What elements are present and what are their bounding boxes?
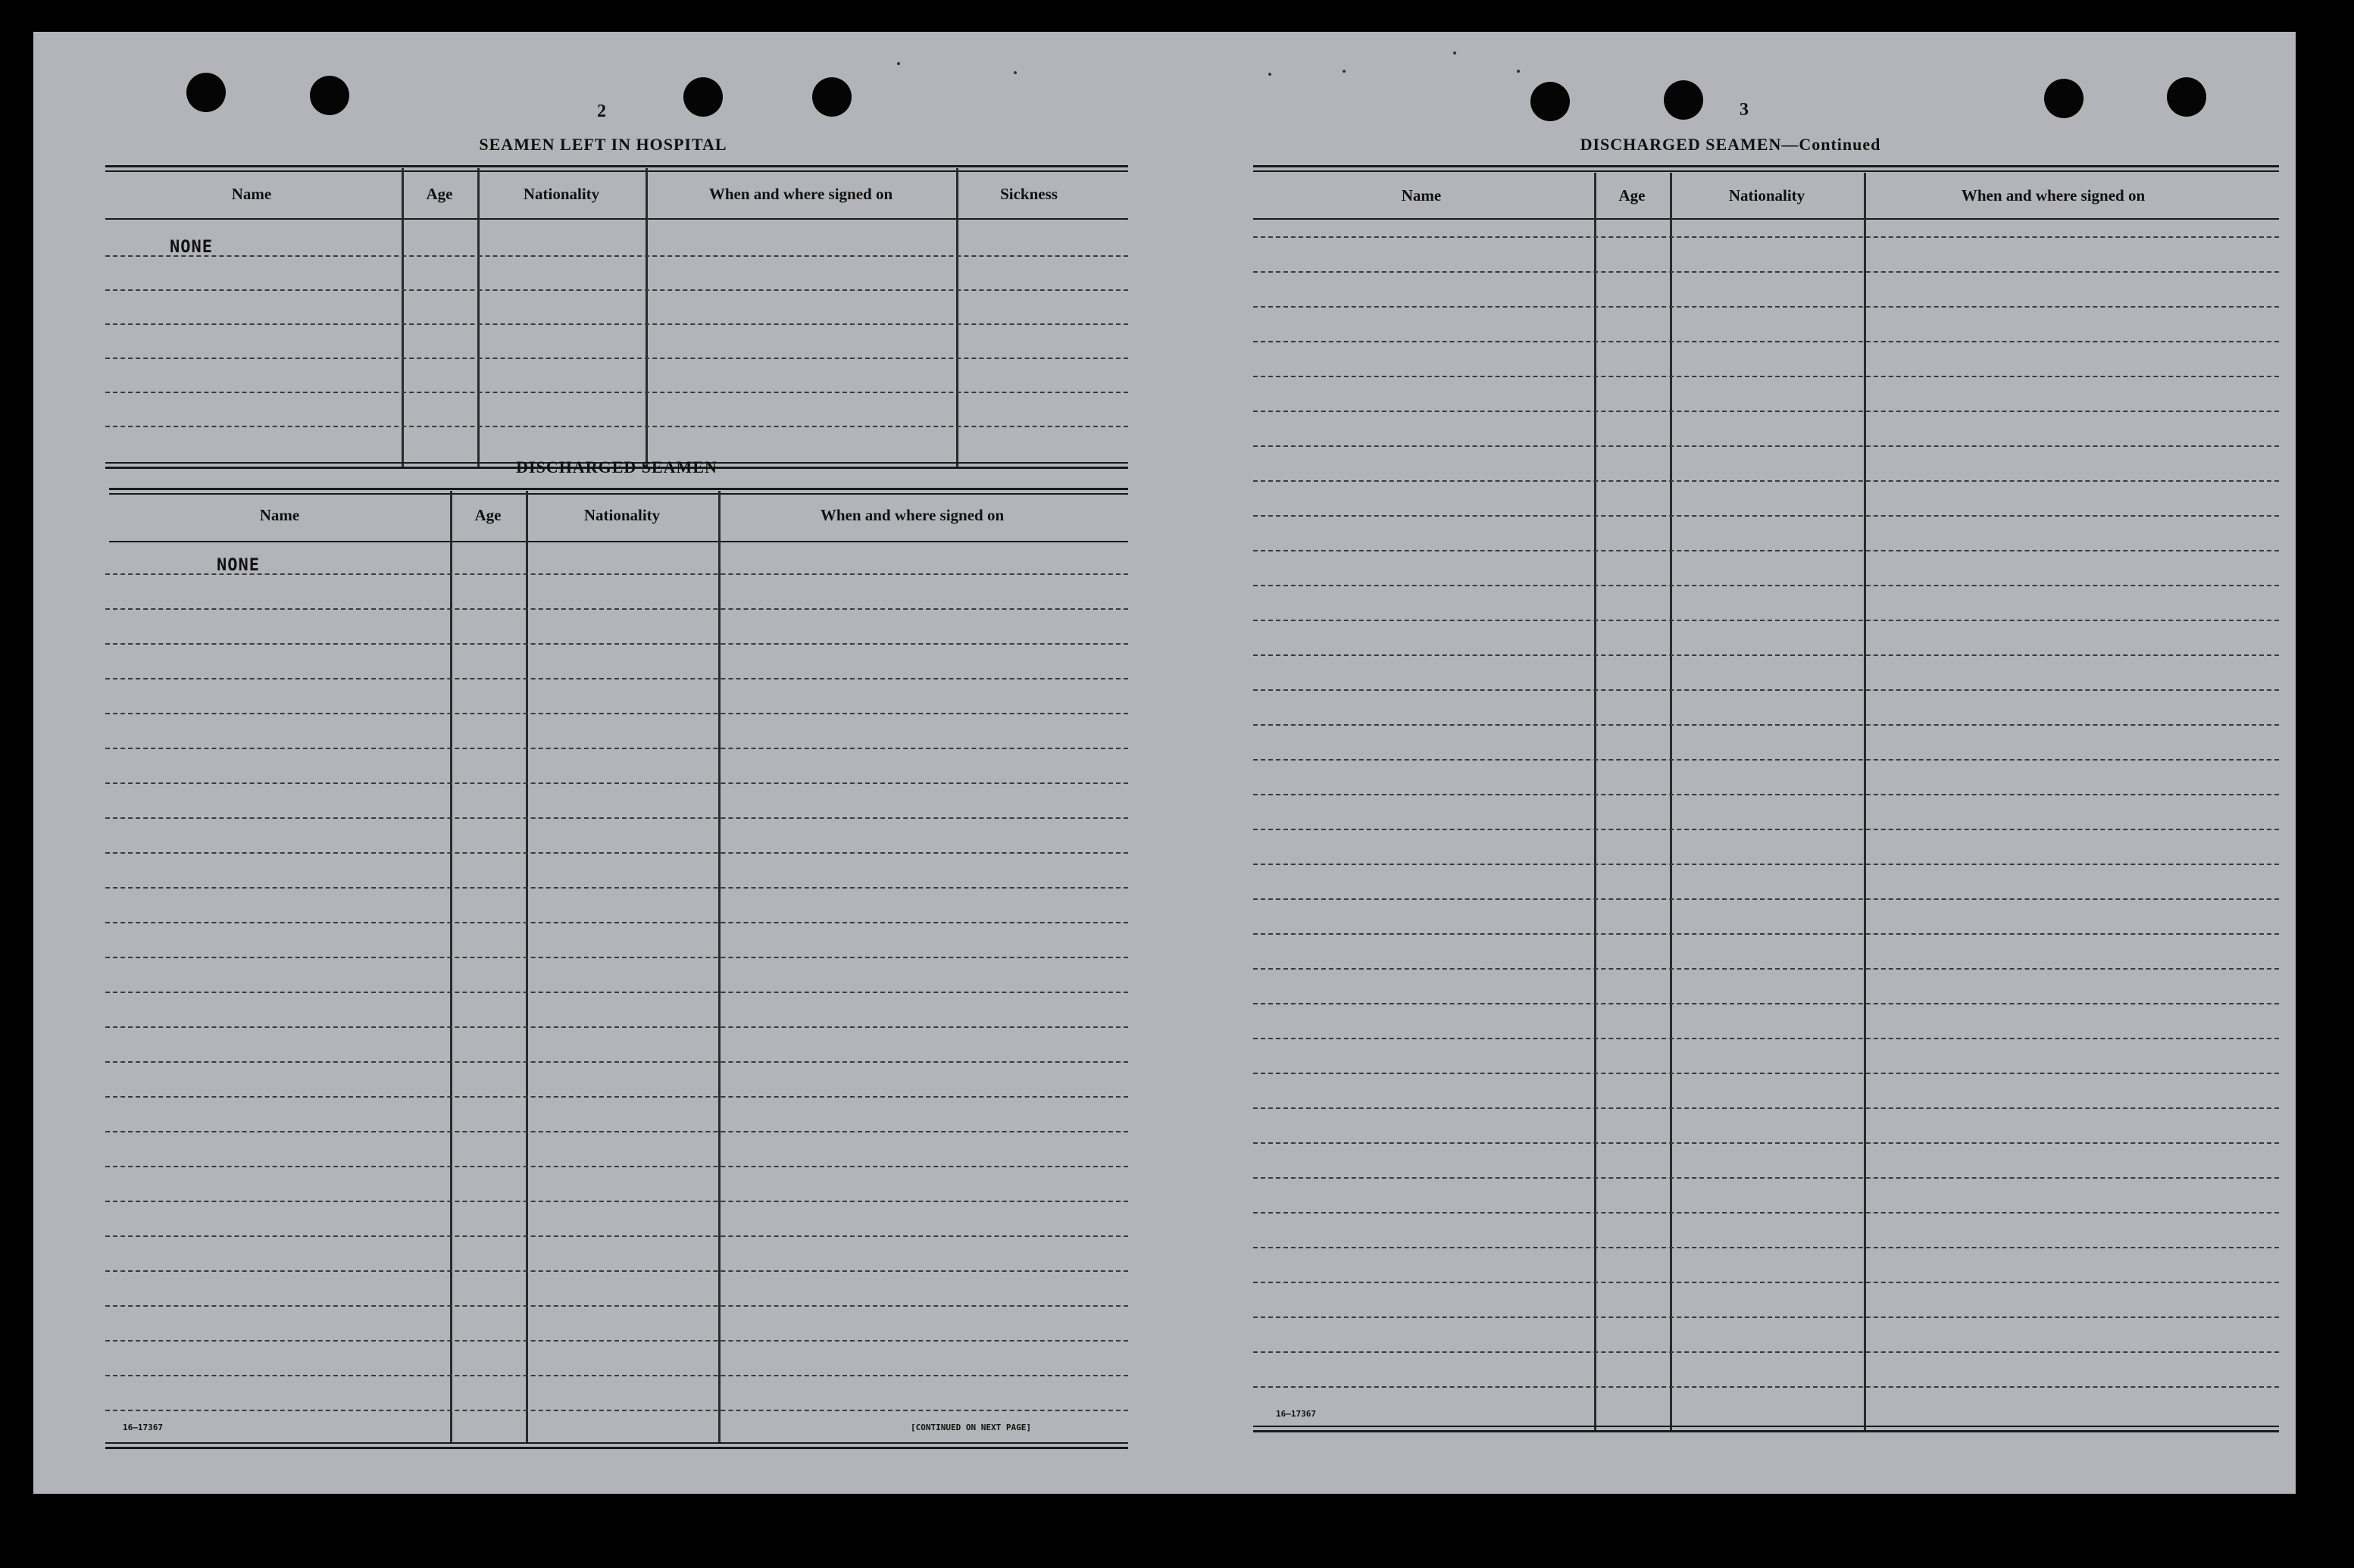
ruled-row-line (105, 713, 1128, 714)
ruled-row-line (1253, 515, 2279, 517)
punch-hole (2044, 79, 2084, 118)
ruled-row-line (105, 643, 1128, 645)
punch-hole (2167, 77, 2206, 117)
paper-speck (1343, 70, 1346, 73)
ruled-row-line (1253, 236, 2279, 238)
ruled-row-line (1253, 1177, 2279, 1179)
ruled-row-line (1253, 480, 2279, 482)
ruled-row-line (1253, 654, 2279, 656)
ruled-row-line (1253, 1038, 2279, 1039)
punch-hole (812, 77, 852, 117)
ruled-row-line (105, 1235, 1128, 1237)
ruled-row-line (1253, 1142, 2279, 1144)
col-header-nationality: Nationality (583, 506, 661, 524)
continued-note: [CONTINUED ON NEXT PAGE] (911, 1423, 1031, 1432)
punch-hole (310, 76, 349, 115)
ruled-row-line (105, 1375, 1128, 1376)
discharged-section-title: DISCHARGED SEAMEN (516, 458, 717, 476)
col-header-signed-on: When and where signed on (820, 506, 1005, 524)
page-number-right: 3 (1740, 100, 1749, 120)
ruled-row-line (1253, 585, 2279, 586)
paper-speck (897, 62, 900, 65)
paper-speck (1517, 70, 1520, 73)
ruled-row-line (105, 887, 1128, 889)
ruled-row-line (105, 678, 1128, 679)
ruled-row-line (1253, 1212, 2279, 1213)
ruled-row-line (105, 1340, 1128, 1342)
col-header-name: Name (259, 506, 300, 524)
ruled-row-line (105, 922, 1128, 923)
paper-speck (1268, 73, 1271, 76)
paper-speck (1453, 52, 1456, 55)
ruled-row-line (1253, 933, 2279, 935)
col-header-age: Age (474, 506, 502, 524)
ruled-row-line (105, 1166, 1128, 1167)
ruled-row-line (1253, 968, 2279, 970)
page-number-left: 2 (597, 102, 606, 121)
ruled-row-line (1253, 620, 2279, 621)
ruled-row-line (1253, 1247, 2279, 1248)
ruled-row-line (105, 852, 1128, 854)
col-header-name: Name (1401, 186, 1442, 205)
ruled-row-line (1253, 445, 2279, 447)
paper-speck (1014, 71, 1017, 74)
ruled-row-line (1253, 864, 2279, 865)
ruled-row-line (105, 817, 1128, 819)
col-header-nationality: Nationality (523, 185, 600, 203)
punch-hole (186, 73, 226, 112)
punch-hole (1664, 80, 1703, 120)
col-header-signed-on: When and where signed on (708, 185, 893, 203)
ruled-row-line (105, 748, 1128, 749)
ruled-row-line (105, 1201, 1128, 1202)
ruled-row-line (1253, 1317, 2279, 1318)
ruled-row-line (105, 992, 1128, 993)
ruled-row-line (105, 1026, 1128, 1028)
ruled-row-line (1253, 1073, 2279, 1074)
col-header-age: Age (1618, 186, 1646, 205)
document-sheet (33, 32, 2296, 1494)
col-header-name: Name (231, 185, 272, 203)
col-header-age: Age (426, 185, 453, 203)
ruled-row-line (105, 782, 1128, 784)
discharged-entry-none: NONE (217, 556, 260, 575)
col-header-nationality: Nationality (1728, 186, 1805, 205)
ruled-row-line (1253, 376, 2279, 377)
ruled-row-line (1253, 759, 2279, 761)
ruled-row-line (1253, 271, 2279, 273)
ruled-row-line (1253, 794, 2279, 795)
ruled-row-line (1253, 689, 2279, 691)
ruled-row-line (105, 1410, 1128, 1411)
hospital-section-title: SEAMEN LEFT IN HOSPITAL (479, 135, 727, 154)
ruled-row-line (1253, 341, 2279, 342)
ruled-row-line (1253, 411, 2279, 412)
ruled-row-line (105, 1270, 1128, 1272)
ruled-row-line (105, 957, 1128, 958)
ruled-row-line (1253, 1351, 2279, 1353)
ruled-row-line (1253, 306, 2279, 308)
ruled-row-line (105, 608, 1128, 610)
punch-hole (1530, 82, 1570, 121)
ruled-row-line (1253, 1003, 2279, 1004)
ruled-row-line (1253, 1107, 2279, 1109)
ruled-row-line (105, 1131, 1128, 1132)
ruled-row-line (105, 573, 1128, 575)
ruled-row-line (105, 1305, 1128, 1307)
discharged-continued-title: DISCHARGED SEAMEN—Continued (1580, 135, 1881, 154)
form-number-right: 16—17367 (1276, 1409, 1316, 1419)
ruled-row-line (1253, 1386, 2279, 1388)
punch-hole (683, 77, 723, 117)
form-number-left: 16—17367 (123, 1423, 163, 1432)
ruled-row-line (1253, 550, 2279, 551)
col-header-sickness: Sickness (1000, 185, 1058, 203)
ruled-row-line (1253, 1282, 2279, 1283)
hospital-entry-none: NONE (170, 238, 213, 257)
ruled-row-line (1253, 829, 2279, 830)
ruled-row-line (1253, 724, 2279, 726)
ruled-row-line (105, 1096, 1128, 1098)
ruled-row-line (105, 1061, 1128, 1063)
ruled-row-line (1253, 898, 2279, 900)
col-header-signed-on: When and where signed on (1961, 186, 2146, 205)
